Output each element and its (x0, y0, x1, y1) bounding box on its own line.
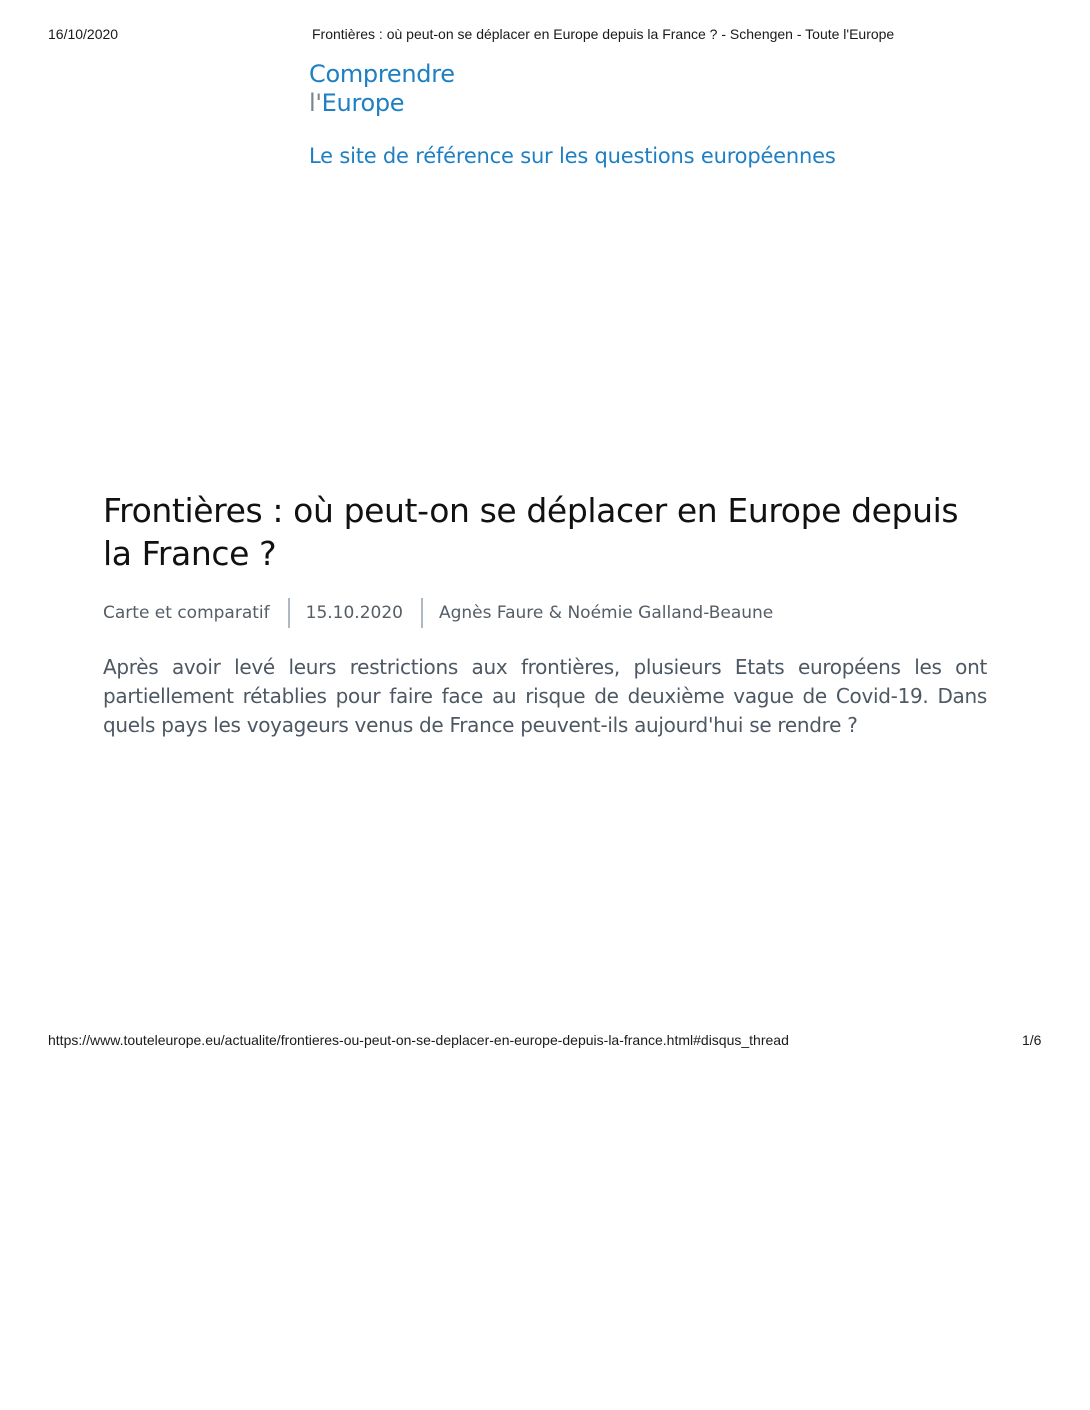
print-page-title: Frontières : où peut-on se déplacer en Europe depuis la France ? - Schengen - Toute l'Europe (312, 26, 895, 42)
article-lead: Après avoir levé leurs restrictions aux frontières, plusieurs Etats européens les ont partiellement rétablies pour faire face au risque de deuxième vague de Covid-19. Dans quels pays les voyageurs venus de France peuvent-ils aujourd'hui se rendre ? (103, 655, 987, 737)
logo-line-1: Comprendre (309, 60, 455, 88)
site-tagline: Le site de référence sur les questions européennes (309, 144, 836, 168)
article-authors[interactable]: Agnès Faure & Noémie Galland-Beaune (438, 603, 774, 623)
article-meta (103, 598, 773, 628)
article-category[interactable]: Carte et comparatif (103, 603, 270, 623)
meta-separator (421, 598, 423, 628)
article-title: Frontières : où peut-on se déplacer en Europe depuis la France ? (103, 491, 959, 573)
site-logo[interactable] (309, 60, 455, 118)
logo-line-2 (309, 89, 455, 118)
meta-separator (288, 598, 290, 628)
print-date: 16/10/2020 (48, 26, 119, 42)
article-date: 15.10.2020 (305, 603, 403, 623)
print-url: https://www.touteleurope.eu/actualite/frontieres-ou-peut-on-se-deplacer-en-europe-depuis-la-france.html#disqus_thread (48, 1032, 789, 1048)
print-page-number: 1/6 (1022, 1032, 1042, 1048)
logo-main: Europe (321, 89, 405, 117)
logo-prefix: l' (309, 89, 322, 117)
